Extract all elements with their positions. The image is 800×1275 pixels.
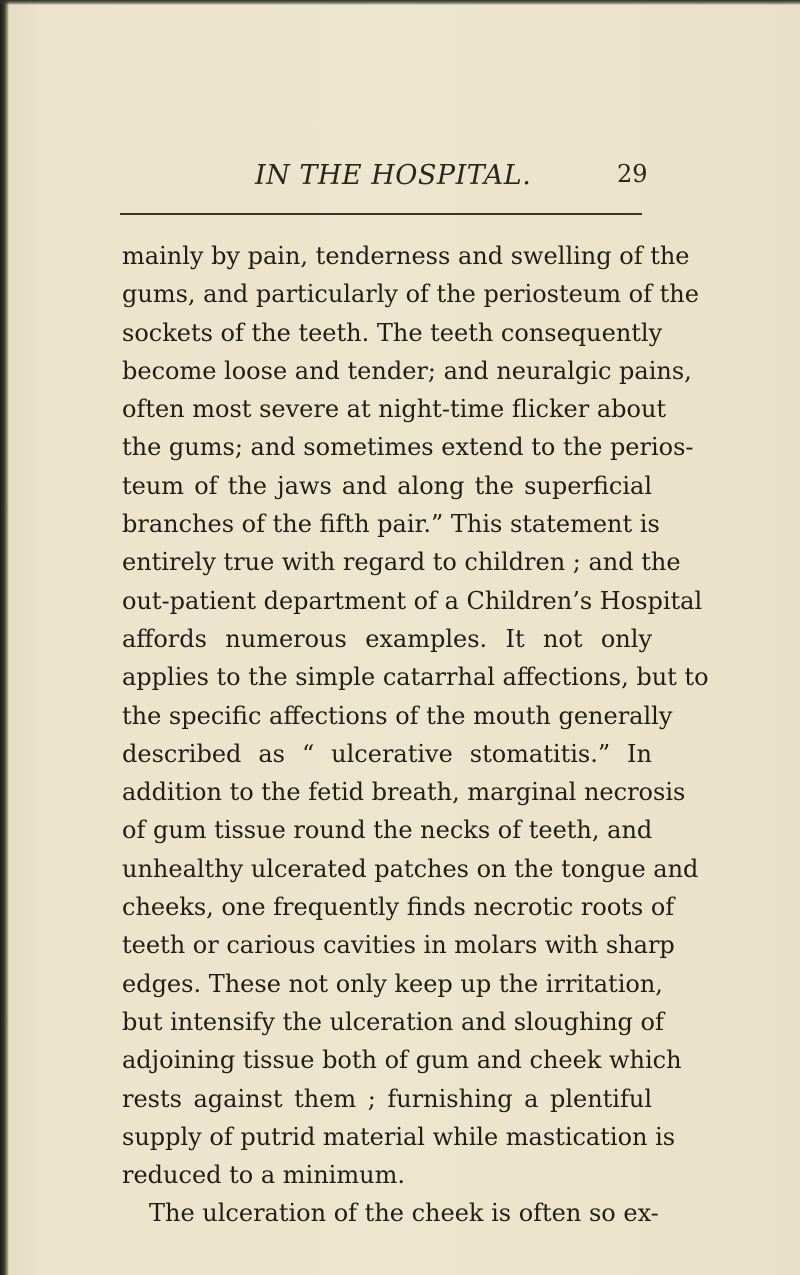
header-rule	[120, 213, 642, 215]
text-line: applies to the simple catarrhal affections, but to	[122, 663, 709, 692]
body-text	[122, 237, 709, 1233]
text-line: often most severe at night-time flicker about	[122, 395, 667, 424]
text-line: mainly by pain, tenderness and swelling of the	[122, 242, 690, 270]
text-line: unhealthy ulcerated patches on the tongue and	[122, 854, 699, 883]
text-line: teeth or carious cavities in molars with sharp	[122, 931, 675, 960]
text-line-paragraph-start: The ulceration of the cheek is often so ex-	[149, 1199, 659, 1228]
text-line: sockets of the teeth. The teeth consequently	[122, 318, 663, 347]
text-line: entirely true with regard to children ; and the	[122, 548, 681, 577]
text-line: cheeks, one frequently finds necrotic roots of	[122, 893, 675, 922]
text-line: out-patient department of a Children’s Hospital	[122, 586, 703, 615]
text-line: adjoining tissue both of gum and cheek which	[122, 1046, 682, 1075]
text-line: described as “ ulcerative stomatitis.” In	[122, 739, 652, 768]
text-line: affords numerous examples. It not only	[122, 624, 652, 653]
text-line: supply of putrid material while mastication is	[122, 1122, 676, 1151]
text-line: teum of the jaws and along the superficial	[122, 471, 652, 500]
text-line: the gums; and sometimes extend to the perios-	[122, 433, 694, 462]
page-header	[0, 160, 800, 200]
top-page-edge	[0, 0, 800, 5]
text-line: of gum tissue round the necks of teeth, and	[122, 816, 653, 845]
text-line: the specific affections of the mouth generally	[122, 701, 673, 730]
text-line: but intensify the ulceration and sloughing of	[122, 1007, 664, 1036]
text-line: rests against them ; furnishing a plentiful	[122, 1084, 652, 1113]
text-line: gums, and particularly of the periosteum of the	[122, 280, 699, 309]
text-line: addition to the fetid breath, marginal necrosis	[122, 778, 686, 807]
text-line: become loose and tender; and neuralgic pains,	[122, 356, 692, 385]
text-line: edges. These not only keep up the irritation,	[122, 969, 663, 998]
text-line: branches of the fifth pair.” This statement is	[122, 510, 660, 539]
running-head: IN THE HOSPITAL.	[255, 160, 532, 191]
text-line: reduced to a minimum.	[122, 1161, 405, 1190]
page-number: 29	[617, 160, 648, 188]
